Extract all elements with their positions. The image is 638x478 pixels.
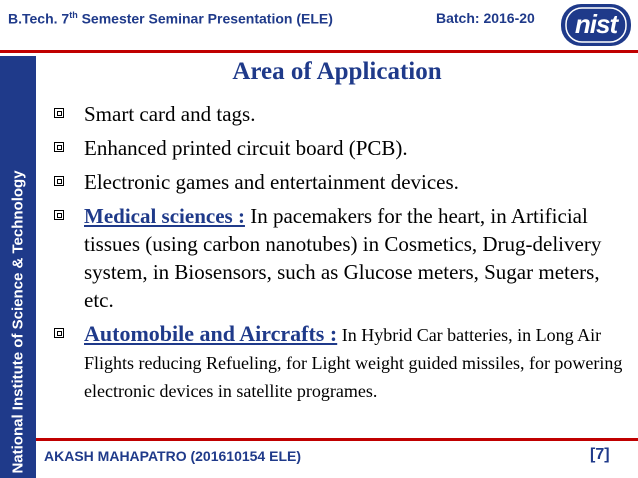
slide-title: Area of Application (232, 58, 442, 85)
bullet-marker-icon (54, 210, 64, 220)
header-title (8, 10, 333, 27)
bullet-item (54, 320, 624, 404)
bullet-text: In Hybrid Car batteries, in Long Air Flights reducing Refueling, for Light weight guided missiles, for powering electronic devices in satellite programes. (84, 325, 623, 401)
bullet-text: Enhanced printed circuit board (PCB). (84, 136, 408, 160)
header-batch: Batch: 2016-20 (436, 10, 535, 26)
header-course-prefix: B.Tech. 7 (8, 10, 70, 27)
footer-page-number: [7] (590, 446, 610, 463)
bullet-item (54, 202, 624, 314)
bullet-list (54, 100, 624, 410)
footer-presenter: AKASH MAHAPATRO (201610154 ELE) (44, 448, 301, 464)
header-rule (0, 50, 638, 53)
bullet-text: Electronic games and entertainment devices. (84, 170, 459, 194)
bullet-marker-icon (54, 328, 64, 338)
institute-sidebar (0, 56, 36, 478)
bullet-text: In pacemakers for the heart, in Artificial tissues (using carbon nanotubes) in Cosmetics, Drug-delivery system, in Biosensors, such as Glucose meters, Sugar meters, etc. (84, 204, 602, 312)
bullet-item (54, 134, 624, 162)
bullet-lead: Automobile and Aircrafts : (84, 321, 338, 346)
bullet-text: Smart card and tags. (84, 102, 256, 126)
bullet-item (54, 100, 624, 128)
nist-logo-wordmark: nist (574, 9, 618, 39)
institute-name: National Institute of Science & Technology (9, 170, 27, 474)
nist-logo (561, 4, 631, 46)
header-course-suffix: Semester Seminar Presentation (ELE) (77, 10, 333, 27)
bullet-marker-icon (54, 176, 64, 186)
bullet-marker-icon (54, 108, 64, 118)
footer-rule (36, 438, 638, 441)
bullet-lead: Medical sciences : (84, 204, 245, 228)
header-course-sup: th (69, 10, 78, 20)
bullet-item (54, 168, 624, 196)
bullet-marker-icon (54, 142, 64, 152)
